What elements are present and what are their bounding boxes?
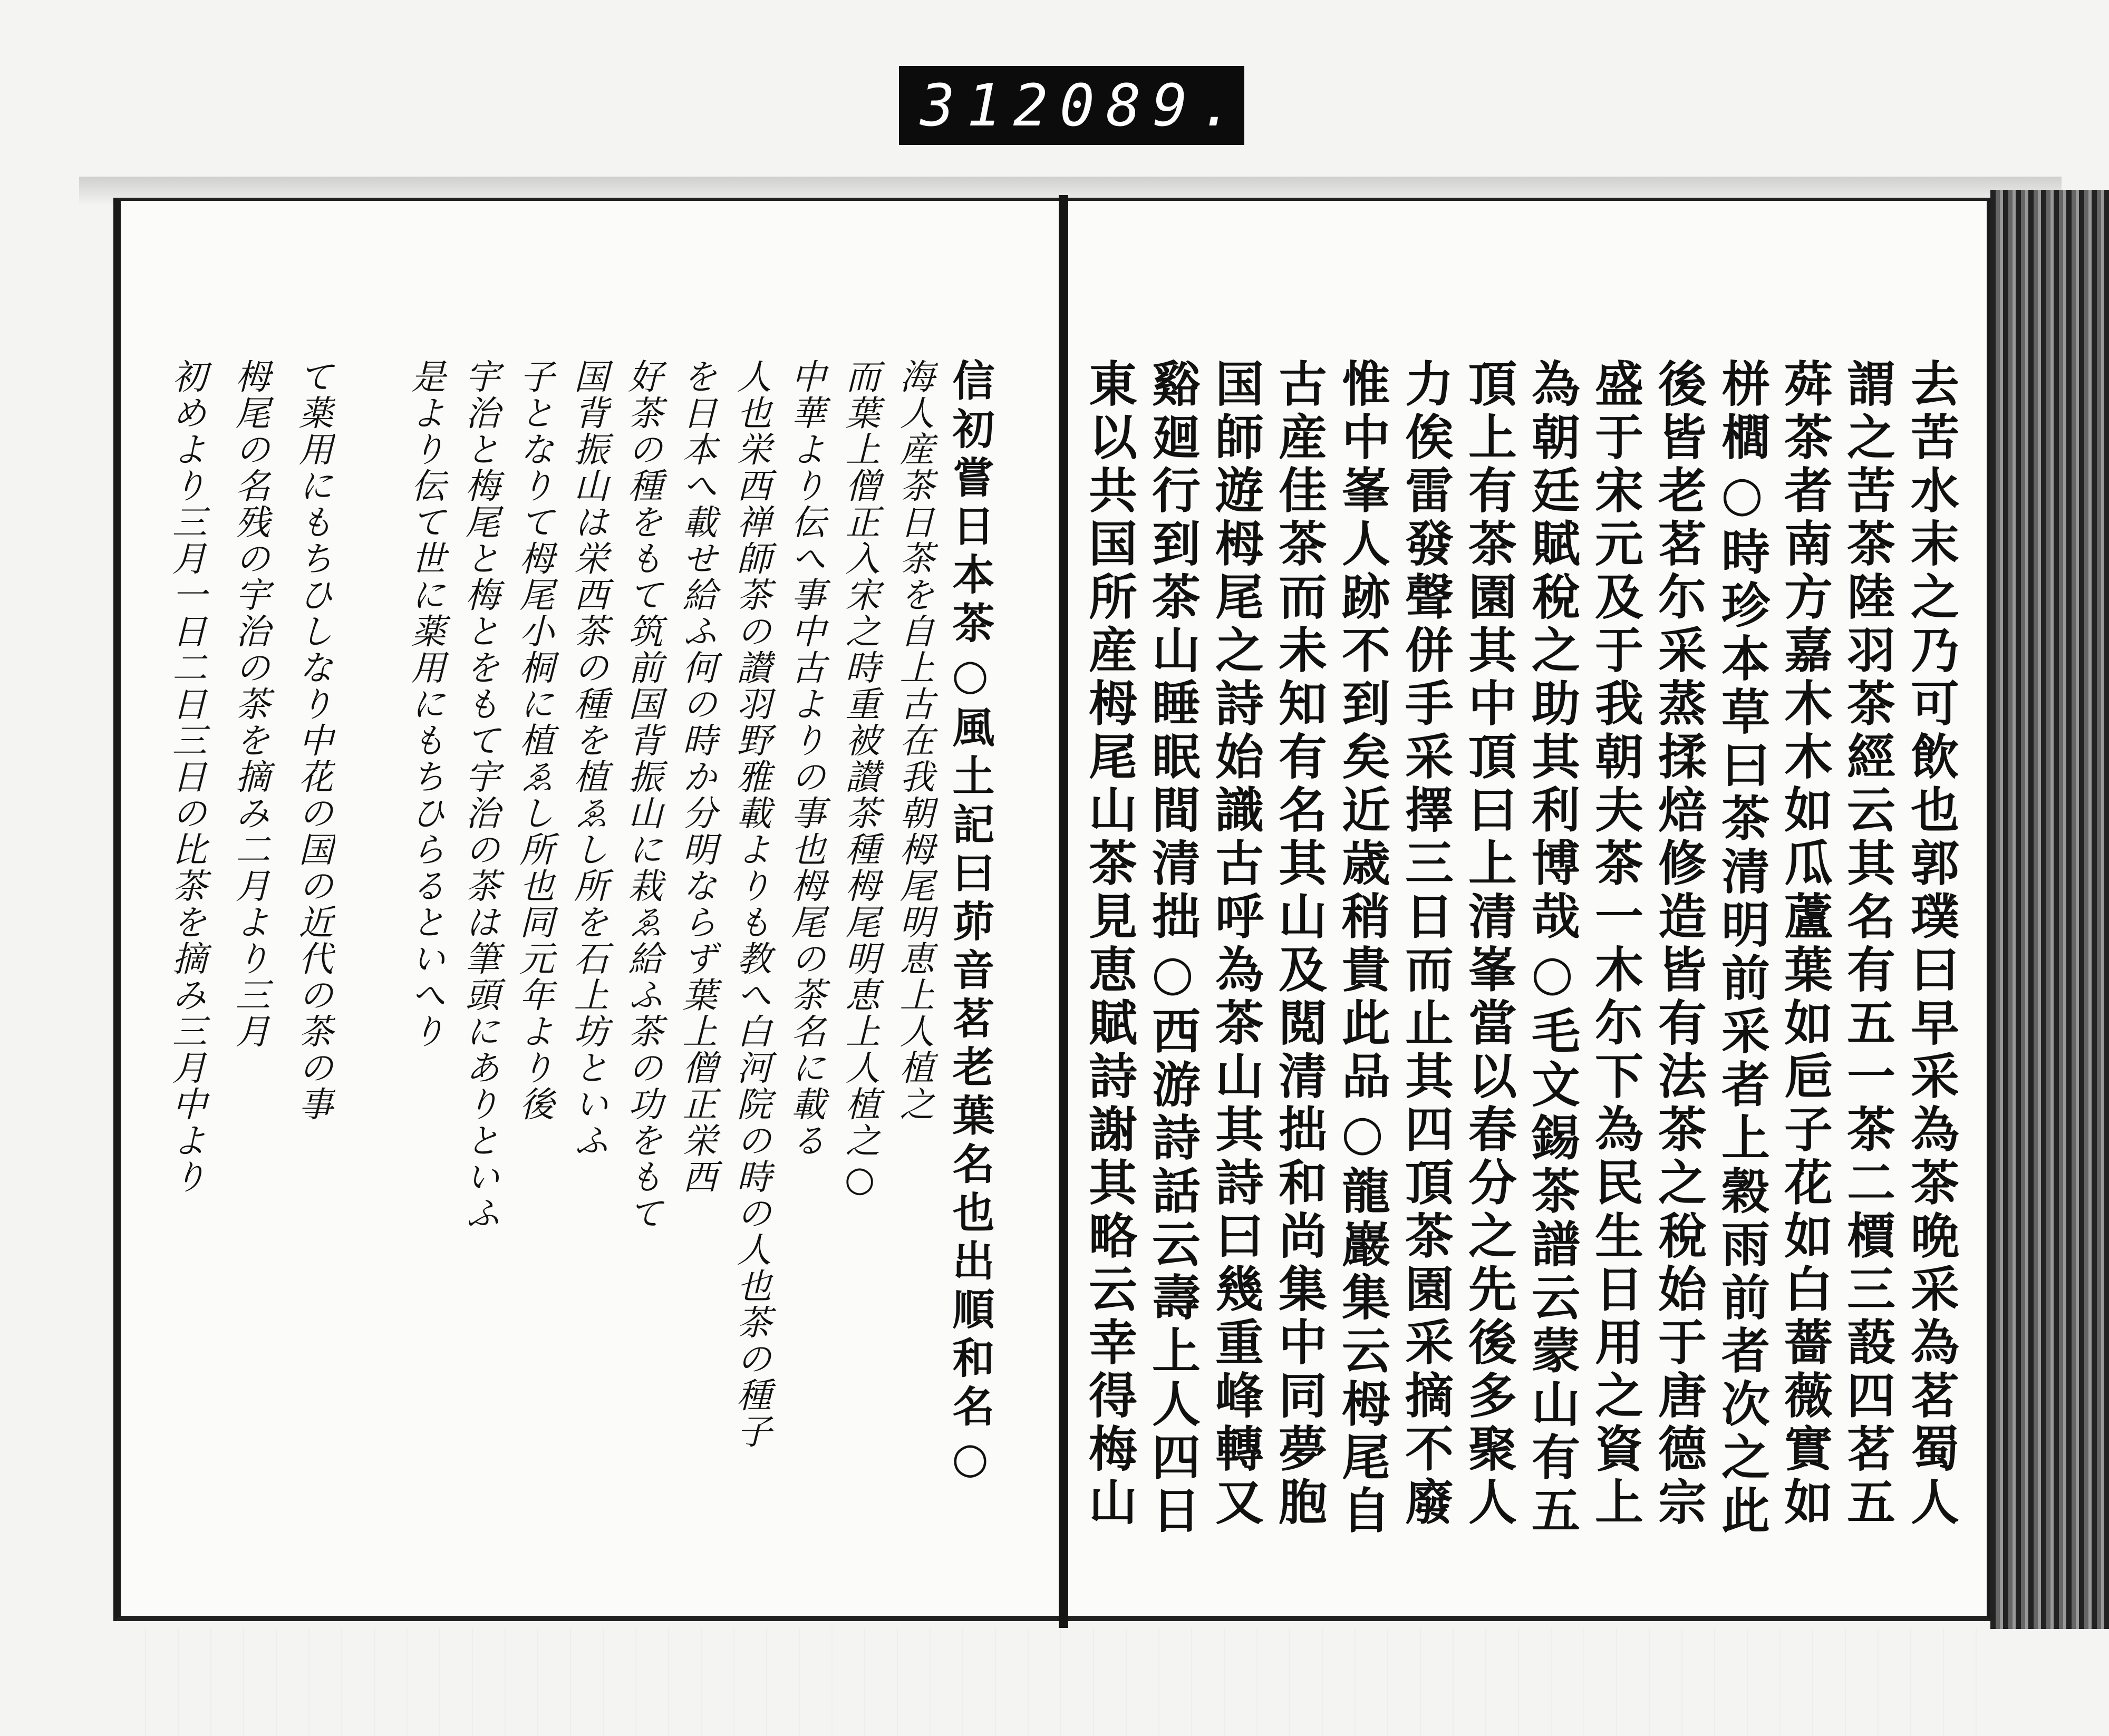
left-page-column: 国背振山は栄西茶の種を植ゑし所を石上坊といふ	[568, 358, 608, 1159]
left-page-column: 是より伝て世に薬用にもちひらるといへり	[405, 358, 446, 1050]
right-page-column: 頂上有茶園其中頂曰上清峯當以春分之先後多聚人	[1460, 358, 1517, 1530]
right-page-column: 力俟雷發聲併手采擇三日而止其四頂茶園采摘不廢	[1397, 358, 1454, 1530]
reel-label-left: 312	[920, 72, 1060, 139]
left-page-column: 宇治と梅尾と梅とをもて宇治の茶は筆頭にありといふ	[459, 358, 500, 1231]
left-page-column: 人也栄西禅師茶の讃羽野雅載よりも教へ白河院の時の人也茶の種子	[731, 358, 771, 1450]
left-page-column: を日本へ載せ給ふ何の時か分明ならず葉上僧正栄西	[676, 358, 717, 1195]
right-page-column: 後皆老茗尓采蒸揉焙修造皆有法茶之稅始于唐德宗	[1650, 358, 1707, 1530]
left-page-column: 中華より伝へ事中古よりの事也栂尾の茶名に載る	[785, 358, 826, 1159]
reel-label-right: 089.	[1059, 72, 1246, 139]
left-page-column: 信初嘗日本茶○風土記曰茆音茗老葉名也出順和名○	[945, 358, 995, 1489]
right-page-column: 去苦水末之乃可飲也郭璞曰早采為茶晩采為茗蜀人	[1903, 358, 1960, 1530]
right-page-column: 谿廻行到茶山睡眠間清拙○西游詩話云壽上人四日	[1144, 358, 1201, 1538]
left-page-column: 海人産茶日茶を自上古在我朝栂尾明恵上人植之	[894, 358, 934, 1122]
left-page-column: て薬用にもちひしなり中花の国の近代の茶の事	[293, 358, 333, 1122]
book-binding	[1059, 195, 1068, 1629]
right-page-column: 惟中峯人跡不到矣近歳稍貴此品○龍巖集云栂尾自	[1334, 358, 1391, 1538]
right-page-column: 古産佳茶而未知有名其山及閲清拙和尚集中同夢胞	[1271, 358, 1328, 1530]
left-page-column: 初めより三月一日二日三日の比茶を摘み三月中より	[166, 358, 207, 1195]
left-page-column: 好茶の種をもて筑前国背振山に栽ゑ給ふ茶の功をもて	[622, 358, 663, 1231]
right-page-column: 盛于宋元及于我朝夫茶一木尓下為民生日用之資上	[1587, 358, 1644, 1530]
right-page-column: 東以共国所産栂尾山茶見恵賦詩謝其略云幸得梅山	[1081, 358, 1138, 1530]
left-page-column: 而葉上僧正入宋之時重被讃茶種栂尾明恵上人植之○	[839, 358, 880, 1201]
left-page-column: 栂尾の名残の宇治の茶を摘み二月より三月	[229, 358, 270, 1050]
right-page-column: 栟櫚○時珍本草曰茶清明前采者上穀雨前者次之此	[1714, 358, 1771, 1538]
right-page-column: 謂之苦茶陸羽茶經云其名有五一茶二檟三蔎四茗五	[1839, 358, 1896, 1530]
right-page-column: 荈茶者南方嘉木木如瓜蘆葉如巵子花如白薔薇實如	[1776, 358, 1833, 1530]
bottom-margin	[113, 1628, 1990, 1736]
left-page-column: 子となりて栂尾小桐に植ゑし所也同元年より後	[514, 358, 554, 1122]
right-page-column: 国師遊栂尾之詩始識古呼為茶山其詩曰幾重峰轉又	[1207, 358, 1264, 1530]
reel-label	[899, 66, 1244, 145]
page-edges	[1990, 190, 2109, 1629]
right-page-column: 為朝廷賦稅之助其利博哉○毛文錫茶譜云蒙山有五	[1524, 358, 1581, 1538]
